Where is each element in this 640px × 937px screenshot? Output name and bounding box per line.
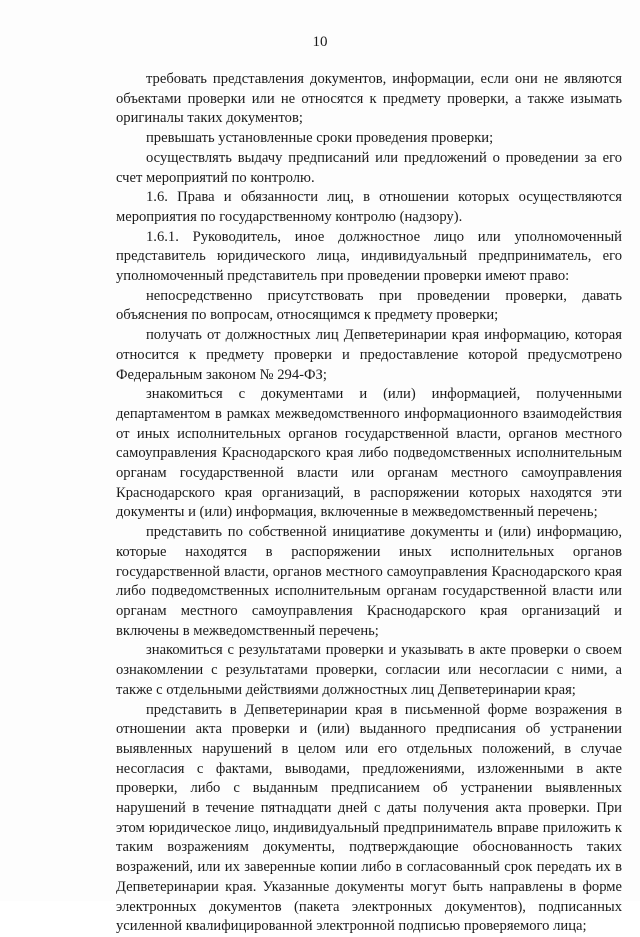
paragraph-receive-information: получать от должностных лиц Депветеринарии края информацию, которая относится к предмету проверки и предоставление которой предусмотрено Федеральным законом № 294-ФЗ; [116,327,622,383]
paragraph-attend-inspection: непосредственно присутствовать при проведении проверки, давать объяснения по вопросам, относящимся к предмету проверки; [116,287,622,324]
paragraph-submit-objections: представить в Депветеринарии края в письменной форме возражения в отношении акта проверки и (или) выданного предписания об устранении выявленных нарушений в целом или его отдельных положений, в случае несогласия с фактами, выводами, предложениями, изложенными в акте проверки, либо с выданным предписанием об устранении выявленных нарушений в течение пятнадцати дней с даты получения акта проверки. При этом юридическое лицо, индивидуальный предприниматель вправе приложить к таким возражениям документы, подтверждающие обоснованность таких возражений, или их заверенные копии либо в согласованный срок передать их в Депветеринарии края. Указанные документы могут быть направлены в форме электронных документов (пакета электронных документов), подписанных усиленной квалифицированной электронной подписью проверяемого лица; [116,701,622,935]
document-body [116,70,622,937]
paragraph-exceed-deadlines: превышать установленные сроки проведения проверки; [146,130,494,147]
paragraph-section-1-6: 1.6. Права и обязанности лиц, в отношении которых осуществляются мероприятия по государственному контролю (надзору). [116,189,622,225]
paragraph-review-results: знакомиться с результатами проверки и указывать в акте проверки о своем ознакомлении с результатами проверки, согласии или несогласии с ними, а также с отдельными действиями должностных лиц Депветеринарии края; [116,642,622,698]
paragraph-issue-orders: осуществлять выдачу предписаний или предложений о проведении за его счет мероприятий по контролю. [116,149,622,186]
paragraph-review-documents: знакомиться с документами и (или) информацией, полученными департаментом в рамках межведомственного информационного взаимодействия от иных исполнительных органов государственной власти, органов местного самоуправления Краснодарского края либо подведомственных исполнительным органам государственной власти или органам местного самоуправления Краснодарского края организаций, в распоряжении которых находятся эти документы и (или) информация, включенные в межведомственный перечень; [116,386,622,521]
page-number: 10 [312,34,328,50]
paragraph-submit-documents: представить по собственной инициативе документы и (или) информацию, которые находятся в распоряжении иных исполнительных органов государственной власти, органов местного самоуправления Краснодарского края либо подведомственных исполнительным органам государственной власти или органам местного самоуправления Краснодарского края организаций и включены в межведомственный перечень; [116,524,622,639]
paragraph-demand-documents: требовать представления документов, информации, если они не являются объектами проверки или не относятся к предмету проверки, а также изымать оригиналы таких документов; [116,71,622,127]
paragraph-section-1-6-1: 1.6.1. Руководитель, иное должностное лицо или уполномоченный представитель юридического лица, индивидуальный предприниматель, его уполномоченный представитель при проведении проверки имеют право: [116,228,622,285]
